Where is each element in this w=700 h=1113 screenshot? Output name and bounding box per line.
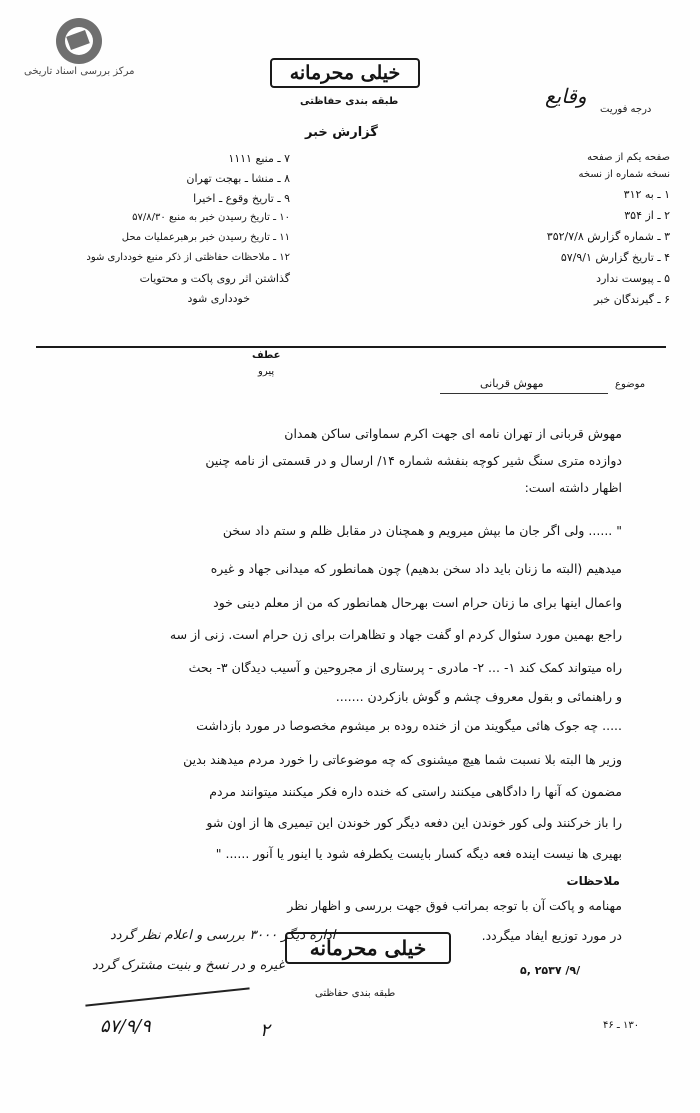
priority-label: درجه فوریت: [600, 104, 652, 115]
field-note-continuation-2: خودداری شود: [187, 292, 250, 305]
field-note-continuation-1: گذاشتن اثر روی پاکت و محتویات: [139, 272, 290, 285]
field-operations-date: ۱۱ ـ تاریخ رسیدن خبر برهبرعملیات محل: [121, 232, 290, 243]
subject-underline: [440, 393, 608, 394]
body-line-5: میدهیم (البته ما زنان باید داد سخن بدهیم) چون همانطور که میدانی جهاد و غیره: [210, 561, 622, 576]
body-line-3: اظهار داشته است:: [524, 480, 622, 495]
document-number: ۵, ۲۵۳۷ /۹/: [520, 964, 581, 977]
handwritten-note-2: غیره و در نسخ و بنیت مشترک گردد: [92, 958, 285, 973]
handwritten-date: ۵۷/۹/۹: [100, 1016, 151, 1037]
handwritten-note-1: ادارة دیگر ۳۰۰۰ بررسی و اعلام نظر گردد: [110, 928, 336, 943]
footer-classification-sub: طبقه بندی حفاظتی: [315, 988, 396, 999]
archive-caption: مرکز بررسی اسناد تاریخی: [24, 66, 135, 77]
field-report-date: ۴ ـ تاریخ گزارش ۵۷/۹/۱: [560, 251, 670, 264]
body-line-2: دوازده متری سنگ شیر کوچه بنفشه شماره ۱۴/ ارسال و در قسمتی از نامه چنین: [205, 453, 622, 468]
body-line-13: را باز خرکنند ولی کور خوندن این دفعه دیگر کور خوندن این تیمیری ها از اون شو: [206, 815, 622, 830]
body-line-4: " ...... ولی اگر جان ما بپش میرویم و همچنان در مقابل ظلم و ستم داد سخن: [222, 523, 622, 538]
remarks-line-1: مهنامه و پاکت آن با توجه بمراتب فوق جهت بررسی و اظهار نظر: [287, 898, 622, 913]
subject-value: مهوش قربانی: [480, 377, 544, 390]
right-fields: [440, 152, 670, 314]
field-recipients: ۶ ـ گیرندگان خبر: [594, 293, 670, 306]
classification-stamp: [270, 58, 420, 88]
priority-handwritten: وقایع: [545, 84, 587, 108]
body-line-8: راه میتواند کمک کند ۱- ... ۲- مادری - پرستاری از مجروحین و آسیب دیدگان ۳- بحث: [188, 660, 622, 675]
field-page: صفحه یکم از صفحه: [587, 152, 670, 163]
body-line-7: راجع بهمین مورد سئوال کردم او گفت جهاد و تظاهرات برای زن حرام است. زنی از سه: [169, 627, 622, 642]
body-line-14: بهیری ها نیست اینده فعه دیگه کسار بایست یکطرفه شود یا اینور یا آنور ...... ": [215, 846, 622, 861]
body-line-1: مهوش قربانی از تهران نامه ای جهت اکرم سماواتی ساکن همدان: [284, 426, 622, 441]
field-source: ۷ ـ منبع ۱۱۱۱: [228, 152, 290, 165]
body-line-9: و راهنمائی و بقول معروف چشم و گوش بازکردن .......: [335, 689, 622, 704]
field-origin: ۸ ـ منشا ـ بهجت تهران: [186, 172, 290, 185]
field-received-date: ۱۰ ـ تاریخ رسیدن خبر به منبع ۵۷/۸/۳۰: [132, 212, 290, 223]
field-copy: نسخه شماره از نسخه: [578, 169, 670, 180]
body-line-6: واعمال اینها برای ما زنان حرام است بهرحال همانطور که من از معلم دینی خود: [213, 595, 622, 610]
body-line-12: مضمون که آنها را دادگاهی میکنند راستی که خنده داره فکر میکنند میتوانند مردم: [209, 784, 622, 799]
remarks-label: ملاحظات: [566, 874, 620, 888]
field-from: ۲ ـ از ۳۵۴: [624, 209, 670, 222]
remarks-line-2: در مورد توزیع ایفاد میگردد.: [481, 928, 622, 943]
field-attachment: ۵ ـ پیوست ندارد: [596, 272, 670, 285]
field-report-number: ۳ ـ شماره گزارش ۳۵۲/۷/۸: [546, 230, 670, 243]
handwritten-underline: [85, 987, 249, 1006]
field-to: ۱ ـ به ۳۱۲: [623, 188, 670, 201]
subject-label: موضوع: [615, 379, 646, 390]
report-type: گزارش خبر: [305, 125, 378, 140]
header-divider: [36, 346, 666, 348]
body-line-10: ..... چه جوک هائی میگویند من از خنده روده بر میشوم مخصوصا در مورد بازداشت: [196, 718, 622, 733]
body-line-11: وزیر ها البته بلا نسبت شما هیچ میشنوی که چه موضوعاتی را خورد مردم میدهند بدین: [183, 752, 622, 767]
field-security-note: ۱۲ ـ ملاحظات حفاظتی از ذکر منبع خودداری شود: [86, 252, 290, 263]
reference-label: عطف: [252, 350, 281, 361]
archive-logo: [56, 18, 102, 64]
classification-subtitle: طبقه بندی حفاظتی: [300, 96, 399, 107]
footer-classification-label: خیلی محرمانه: [309, 936, 427, 960]
field-occurrence-date: ۹ ـ تاریخ وقوع ـ اخیرا: [193, 192, 290, 205]
bottom-code: ۱۳۰ ـ ۴۶: [603, 1020, 640, 1031]
reference-sub: پیرو: [258, 366, 275, 377]
classification-label: خیلی محرمانه: [289, 62, 401, 84]
left-fields: [40, 152, 290, 312]
handwritten-mark: ۲: [260, 1020, 270, 1041]
